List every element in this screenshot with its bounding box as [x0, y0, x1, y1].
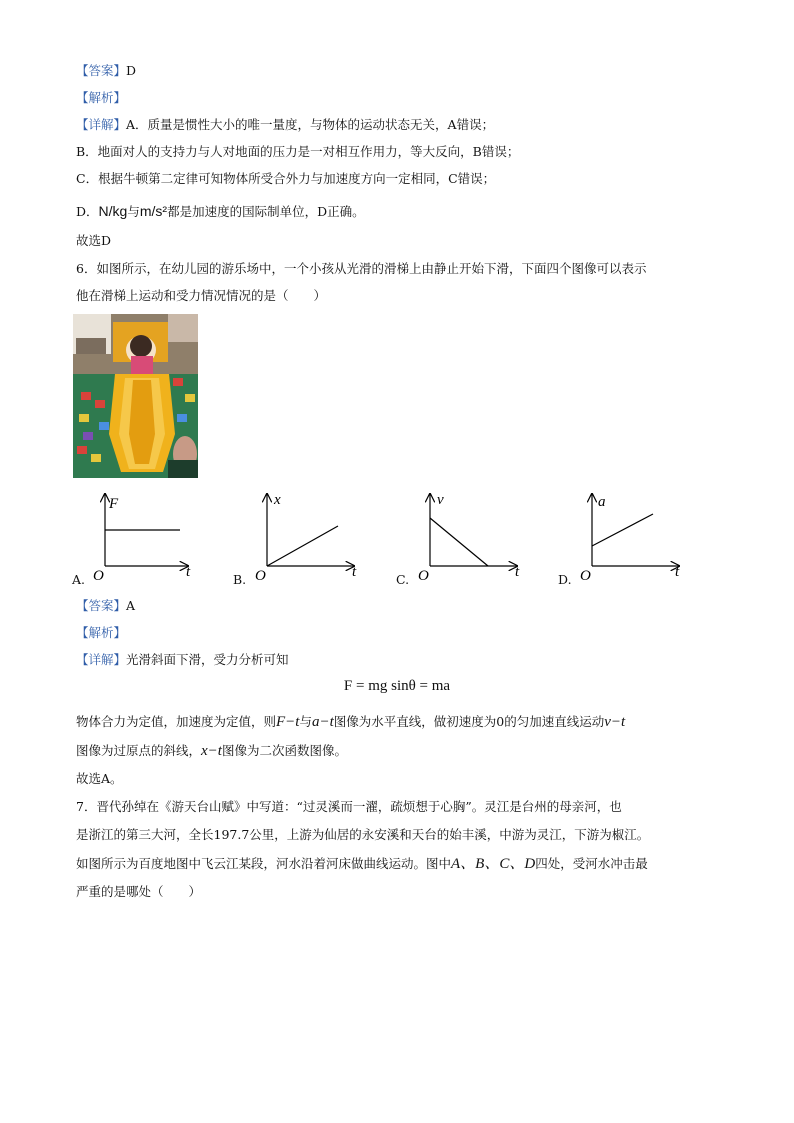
q6-analysis-tag: 【解析】: [76, 625, 127, 640]
graph-d-data-line: [592, 514, 653, 546]
q5-line-b: B．地面对人的支持力与人对地面的压力是一对相互作用力，等大反向，B错误；: [76, 144, 520, 159]
q6-explanation-2: 图像为过原点的斜线，x−t图像为二次函数图像。: [76, 743, 347, 759]
q5-detail-line-a: 【详解】A．质量是惯性大小的唯一量度，与物体的运动状态无关，A错误；: [76, 117, 495, 132]
unit-m-per-s2: m/s²: [139, 203, 168, 219]
q5-conclusion: 故选D: [76, 233, 112, 248]
graph-d: [575, 486, 690, 581]
graph-d-y-label: a: [598, 494, 606, 510]
q7-line-2: 是浙江的第三大河，全长197.7公里，上游为仙居的永安溪和天台的始丰溪，中游为灵江，下游为椒江。: [76, 827, 650, 842]
q5-analysis-tag: 【解析】: [76, 90, 127, 105]
graph-d-origin: O: [580, 568, 591, 581]
option-a-label: A.: [72, 572, 86, 587]
option-c-label: C.: [396, 572, 410, 587]
q5-line-c: C．根据牛顿第二定律可知物体所受合外力与加速度方向一定相同，C错误；: [76, 171, 496, 186]
q7-line-1: 7．晋代孙绰在《游天台山赋》中写道：“过灵溪而一濯，疏烦想于心胸”。灵江是台州的母亲河，也: [76, 799, 622, 814]
graph-a: [88, 486, 198, 581]
q6-answer-tag: 【答案】: [76, 598, 127, 613]
graph-c-x-label: t: [515, 564, 520, 580]
graph-b-data-line: [267, 526, 338, 566]
q5-detail-tag: 【详解】: [76, 117, 127, 132]
q7-line-3: 如图所示为百度地图中飞云江某段，河水沿着河床做曲线运动。图中A、B、C、D四处，受河水冲击最: [76, 856, 648, 872]
q6-conclusion: 故选A。: [76, 771, 123, 786]
q6-detail-line: 【详解】光滑斜面下滑，受力分析可知: [76, 652, 289, 667]
q6-answer-line: [76, 598, 135, 614]
graph-b-x-label: t: [352, 564, 357, 580]
graph-c-origin: O: [418, 568, 429, 581]
q6-stem-2: 他在滑梯上运动和受力情况情况的是（ ）: [76, 288, 327, 303]
q5-answer-line: [76, 63, 136, 79]
q6-formula: F = mg sinθ = ma: [343, 678, 451, 694]
graph-b: [250, 486, 365, 581]
graph-c-y-label: v: [437, 492, 444, 508]
q5-line-d: D．N/kg与m/s²都是加速度的国际制单位，D正确。: [76, 203, 365, 219]
q6-explanation-1: 物体合力为定值，加速度为定值，则F−t与a−t图像为水平直线，做初速度为0的匀加速直线运动v−t: [76, 714, 626, 730]
graph-a-x-label: t: [186, 564, 191, 580]
graph-c-data-line: [430, 518, 488, 566]
graph-c: [413, 486, 528, 581]
option-d-label: D.: [558, 572, 572, 587]
graph-d-x-label: t: [675, 564, 680, 580]
unit-n-per-kg: N/kg: [98, 203, 128, 219]
q6-stem-1: 6．如图所示，在幼儿园的游乐场中，一个小孩从光滑的滑梯上由静止开始下滑，下面四个图像可以表示: [76, 261, 647, 276]
slide-photo: [73, 314, 198, 478]
q5-answer-tag: 【答案】: [76, 63, 127, 78]
option-b-label: B.: [233, 572, 247, 587]
q7-line-4: 严重的是哪处（ ）: [76, 884, 202, 899]
graph-b-y-label: x: [274, 492, 281, 508]
graph-a-origin: O: [93, 568, 104, 581]
graph-a-y-label: F: [109, 496, 119, 512]
q5-answer-value: D: [126, 63, 137, 78]
q6-detail-tag: 【详解】: [76, 652, 127, 667]
q6-answer-value: A: [126, 598, 136, 613]
graph-b-origin: O: [255, 568, 266, 581]
